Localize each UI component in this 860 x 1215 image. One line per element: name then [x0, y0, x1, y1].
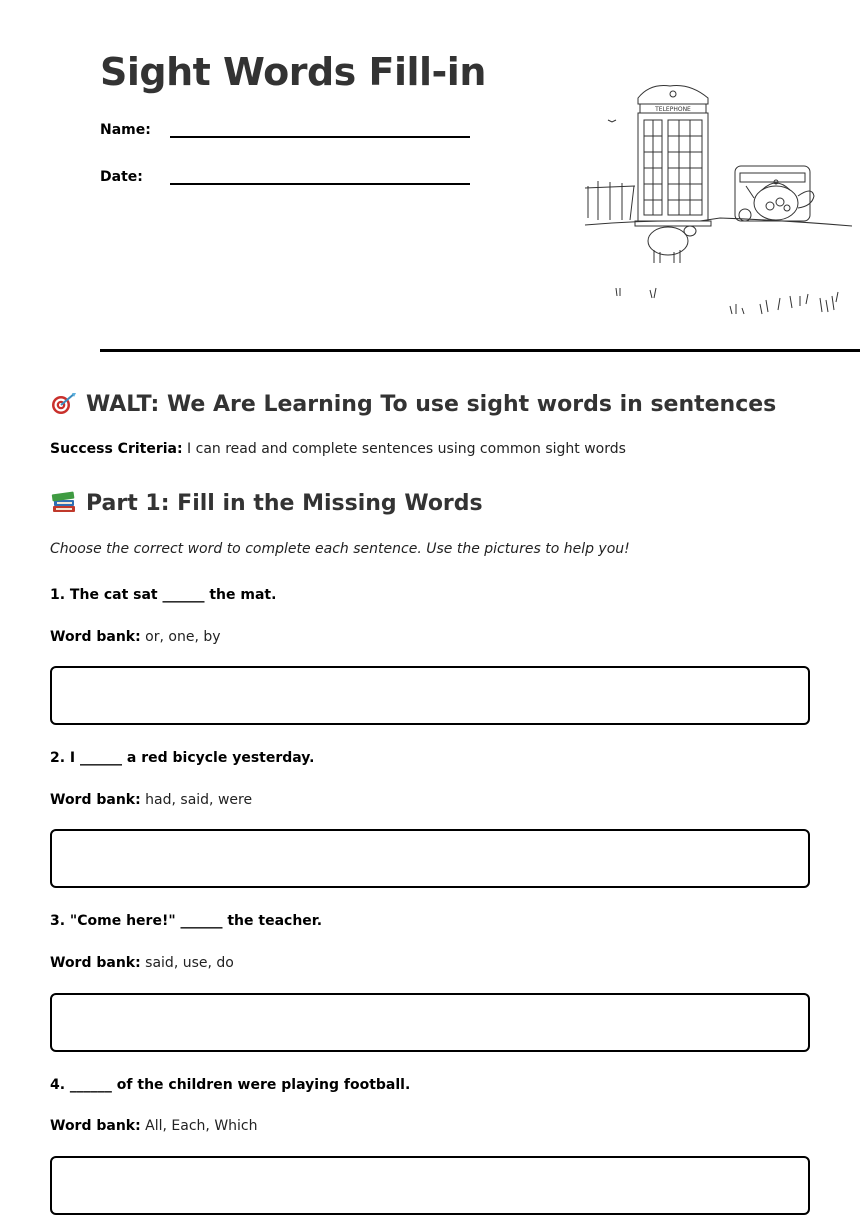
word-bank-options: or, one, by	[140, 629, 221, 645]
name-label: Name:	[100, 122, 151, 138]
london-scene-illustration	[580, 78, 860, 328]
answer-box-2[interactable]	[50, 829, 810, 888]
date-write-line[interactable]	[170, 183, 470, 185]
teapot-icon	[746, 180, 814, 220]
question-4: 4. ______ of the children were playing football.	[50, 1077, 411, 1093]
word-bank-4	[50, 1118, 258, 1134]
part1-heading-text: Part 1: Fill in the Missing Words	[86, 491, 483, 516]
word-bank-2	[50, 792, 252, 808]
target-dart-icon	[50, 391, 78, 415]
success-criteria	[50, 441, 626, 457]
word-bank-options: had, said, were	[140, 792, 253, 808]
answer-box-4[interactable]	[50, 1156, 810, 1215]
part1-heading	[50, 490, 483, 516]
name-field	[100, 122, 170, 138]
header-divider	[100, 349, 860, 352]
success-criteria-label: Success Criteria:	[50, 441, 183, 457]
walt-heading	[50, 391, 776, 417]
bus-icon	[735, 166, 810, 221]
svg-text:TELEPHONE: TELEPHONE	[655, 106, 691, 113]
sheep-icon	[648, 226, 696, 263]
word-bank-options: said, use, do	[140, 955, 234, 971]
word-bank-3	[50, 955, 234, 971]
worksheet-header	[50, 0, 810, 352]
success-criteria-text: I can read and complete sentences using common sight words	[182, 441, 626, 457]
word-bank-label: Word bank:	[50, 792, 141, 808]
word-bank-label: Word bank:	[50, 955, 141, 971]
date-label: Date:	[100, 169, 143, 185]
answer-box-1[interactable]	[50, 666, 810, 725]
walt-heading-text: WALT: We Are Learning To use sight words in sentences	[86, 392, 777, 417]
name-write-line[interactable]	[170, 136, 470, 138]
page-title: Sight Words Fill-in	[100, 50, 486, 94]
books-icon	[50, 490, 78, 514]
answer-box-3[interactable]	[50, 993, 810, 1052]
word-bank-label: Word bank:	[50, 629, 141, 645]
telephone-box-icon	[635, 86, 711, 227]
question-3: 3. "Come here!" ______ the teacher.	[50, 913, 323, 929]
fence-icon	[585, 181, 635, 220]
word-bank-1	[50, 629, 221, 645]
instructions: Choose the correct word to complete each sentence. Use the pictures to help you!	[50, 541, 630, 557]
question-1: 1. The cat sat ______ the mat.	[50, 587, 277, 603]
question-2: 2. I ______ a red bicycle yesterday.	[50, 750, 315, 766]
word-bank-options: All, Each, Which	[140, 1118, 258, 1134]
word-bank-label: Word bank:	[50, 1118, 141, 1134]
date-field	[100, 169, 170, 185]
